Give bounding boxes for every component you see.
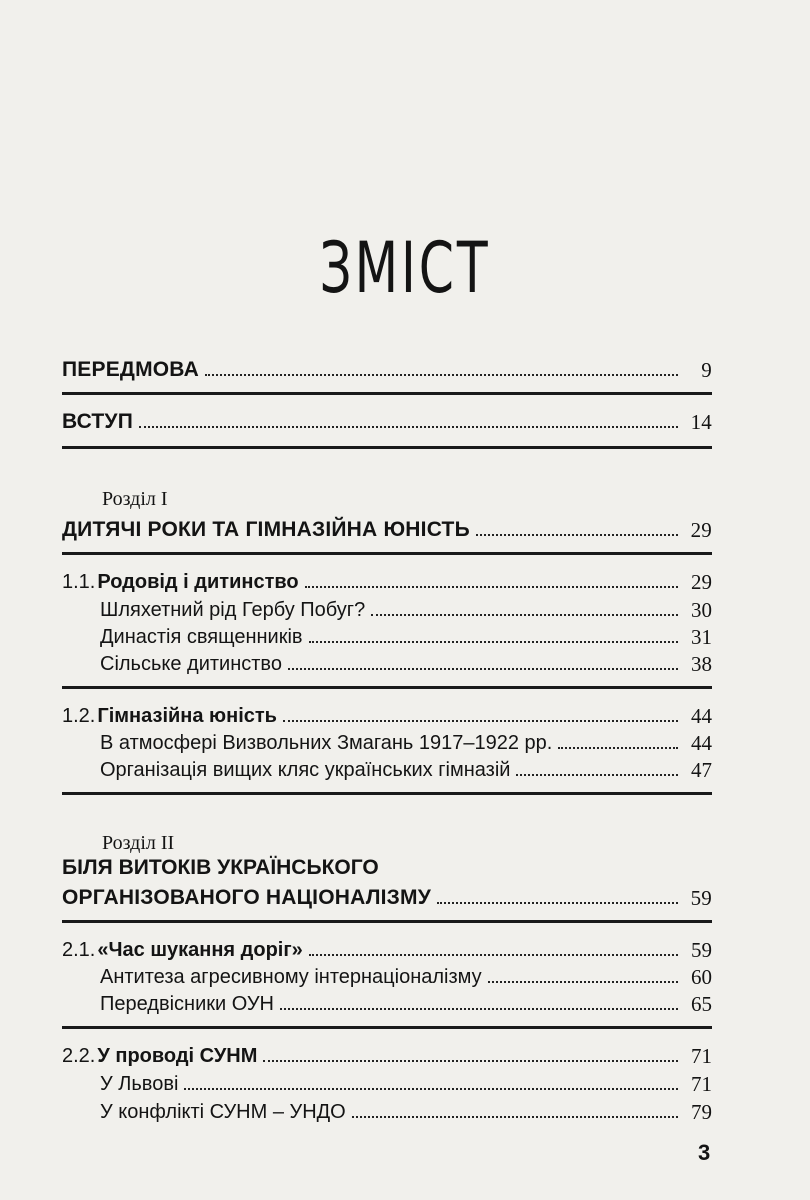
toc-item-label: У конфлікті СУНМ – УНДО: [100, 1101, 346, 1123]
toc-page-number: 38: [691, 652, 712, 676]
chapter-title: ДИТЯЧІ РОКИ ТА ГІМНАЗІЙНА ЮНІСТЬ: [62, 518, 470, 541]
toc-page-number: 14: [690, 410, 712, 434]
divider: [62, 392, 712, 395]
toc-item: [62, 619, 712, 649]
toc-item-label: В атмосфері Визвольних Змагань 1917–1922 рр.: [100, 732, 553, 754]
dot-leader: [280, 1008, 678, 1010]
toc-section-1-1: [62, 564, 712, 594]
dot-leader: [288, 668, 678, 670]
toc-entry-peredmova: [62, 352, 712, 382]
chapter-title-line-2: ОРГАНІЗОВАНОГО НАЦІОНАЛІЗМУ: [62, 886, 431, 909]
toc-page-number: 59: [690, 886, 712, 910]
toc-page-number: 65: [691, 992, 712, 1016]
toc-item: [62, 959, 712, 989]
toc-chapter-2: [62, 880, 712, 910]
divider: [62, 920, 712, 923]
dot-leader: [139, 426, 678, 428]
dot-leader: [371, 614, 678, 616]
toc-item-label: Шляхетний рід Гербу Побуг?: [100, 599, 366, 621]
toc-page-number: 44: [691, 731, 712, 755]
section-number: 1.1.: [62, 571, 96, 593]
toc-item-label: Сільське дитинство: [100, 653, 282, 675]
chapter-label: Розділ I: [102, 488, 168, 510]
dot-leader: [205, 374, 678, 376]
toc-item-label: Передвісники ОУН: [100, 993, 275, 1015]
toc-page-number: 44: [691, 704, 712, 728]
toc-page-number: 71: [691, 1072, 712, 1096]
section-title: «Час шукання доріг»: [97, 939, 303, 961]
toc-item: [62, 1094, 712, 1124]
toc-entry-vstup: [62, 404, 712, 434]
dot-leader: [437, 902, 678, 904]
divider: [62, 792, 712, 795]
toc-page-number: 29: [691, 570, 712, 594]
toc-item-label: Організація вищих кляс українських гімназій: [100, 759, 511, 781]
toc-chapter-1: [62, 512, 712, 542]
section-title: Родовід і дитинство: [97, 571, 299, 593]
toc-item: [62, 725, 712, 755]
section-title: Гімназійна юність: [97, 705, 277, 727]
dot-leader: [263, 1060, 678, 1062]
section-number: 2.1.: [62, 939, 96, 961]
page-folio-number: 3: [698, 1140, 711, 1165]
toc-page-number: 47: [691, 758, 712, 782]
toc-section-2-1: [62, 932, 712, 962]
toc-page-number: 59: [691, 938, 712, 962]
toc-entry-label: ПЕРЕДМОВА: [62, 358, 199, 381]
divider: [62, 1026, 712, 1029]
toc-item-label: Антитеза агресивному інтернаціоналізму: [100, 966, 482, 988]
dot-leader: [476, 534, 678, 536]
toc-item: [62, 752, 712, 782]
chapter-label: Розділ II: [102, 832, 175, 854]
toc-item-label: Династія священників: [100, 626, 303, 648]
dot-leader: [305, 586, 678, 588]
dot-leader: [352, 1116, 678, 1118]
toc-item-label: У Львові: [100, 1073, 179, 1095]
toc-item: [62, 986, 712, 1016]
dot-leader: [309, 954, 678, 956]
toc-section-2-2: [62, 1038, 712, 1068]
divider: [62, 552, 712, 555]
dot-leader: [283, 720, 678, 722]
toc-section-1-2: [62, 698, 712, 728]
dot-leader: [309, 641, 678, 643]
toc-page-number: 71: [691, 1044, 712, 1068]
toc-page-number: 9: [701, 358, 712, 382]
toc-entry-label: ВСТУП: [62, 410, 133, 433]
toc-page-number: 60: [691, 965, 712, 989]
toc-page-number: 31: [691, 625, 712, 649]
section-number: 2.2.: [62, 1045, 96, 1067]
toc-page-number: 29: [690, 518, 712, 542]
page-title: ЗМІСТ: [319, 227, 491, 309]
divider: [62, 446, 712, 449]
divider: [62, 686, 712, 689]
dot-leader: [516, 774, 678, 776]
dot-leader: [488, 981, 678, 983]
section-title: У проводі СУНМ: [97, 1045, 258, 1067]
toc-page-number: 30: [691, 598, 712, 622]
toc-item: [62, 646, 712, 676]
dot-leader: [184, 1088, 678, 1090]
section-number: 1.2.: [62, 705, 96, 727]
toc-page-number: 79: [691, 1100, 712, 1124]
toc-item: [62, 592, 712, 622]
toc-item: [62, 1066, 712, 1096]
chapter-title-line-1: БІЛЯ ВИТОКІВ УКРАЇНСЬКОГО: [62, 856, 379, 879]
dot-leader: [558, 747, 678, 749]
